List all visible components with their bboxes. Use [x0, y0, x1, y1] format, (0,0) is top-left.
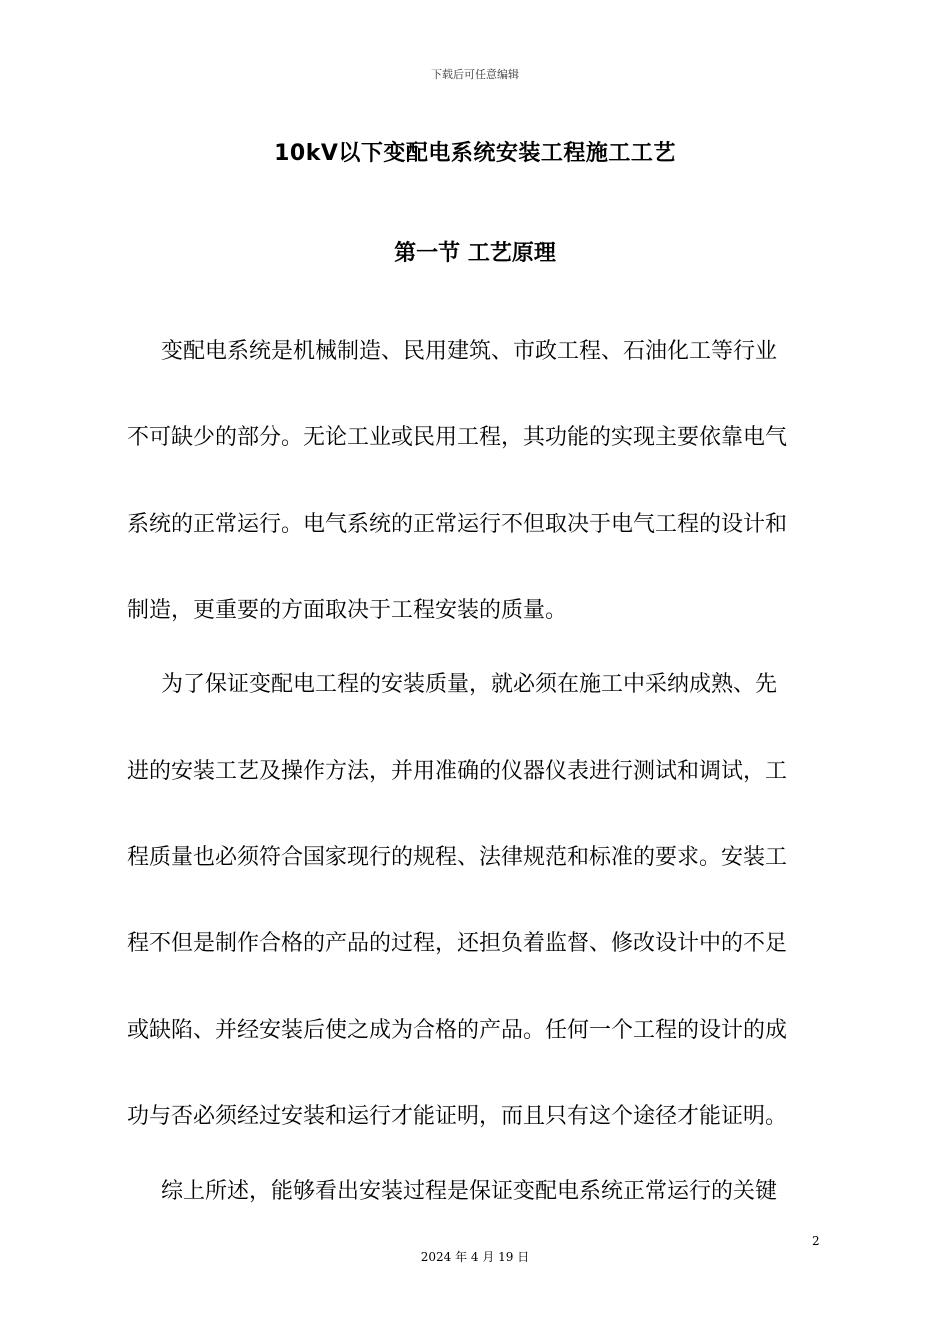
- paragraph-line: 功与否必须经过安装和运行才能证明，而且只有这个途径才能证明。: [127, 1104, 788, 1129]
- paragraph-line: 为了保证变配电工程的安装质量，就必须在施工中采纳成熟、先: [161, 672, 778, 697]
- paragraph-line: 制造，更重要的方面取决于工程安装的质量。: [127, 598, 568, 623]
- header-note: 下载后可任意编辑: [431, 68, 519, 81]
- paragraph-line: 综上所述，能够看出安装过程是保证变配电系统正常运行的关键: [161, 1179, 778, 1204]
- paragraph-line: 系统的正常运行。电气系统的正常运行不但取决于电气工程的设计和: [127, 512, 788, 537]
- section-title: 第一节 工艺原理: [394, 241, 556, 266]
- document-title: 10kV以下变配电系统安装工程施工工艺: [274, 141, 676, 166]
- paragraph-line: 变配电系统是机械制造、民用建筑、市政工程、石油化工等行业: [161, 339, 778, 364]
- paragraph-line: 不可缺少的部分。无论工业或民用工程，其功能的实现主要依靠电气: [127, 425, 788, 450]
- paragraph-line: 进的安装工艺及操作方法，并用准确的仪器仪表进行测试和调试，工: [127, 759, 788, 784]
- footer-date: 2024 年 4 月 19 日: [420, 1250, 530, 1264]
- paragraph-line: 程质量也必须符合国家现行的规程、法律规范和标准的要求。安装工: [127, 845, 788, 870]
- paragraph-line: 程不但是制作合格的产品的过程，还担负着监督、修改设计中的不足: [127, 931, 788, 956]
- page-number: 2: [812, 1234, 820, 1248]
- paragraph-line: 或缺陷、并经安装后使之成为合格的产品。任何一个工程的设计的成: [127, 1018, 788, 1043]
